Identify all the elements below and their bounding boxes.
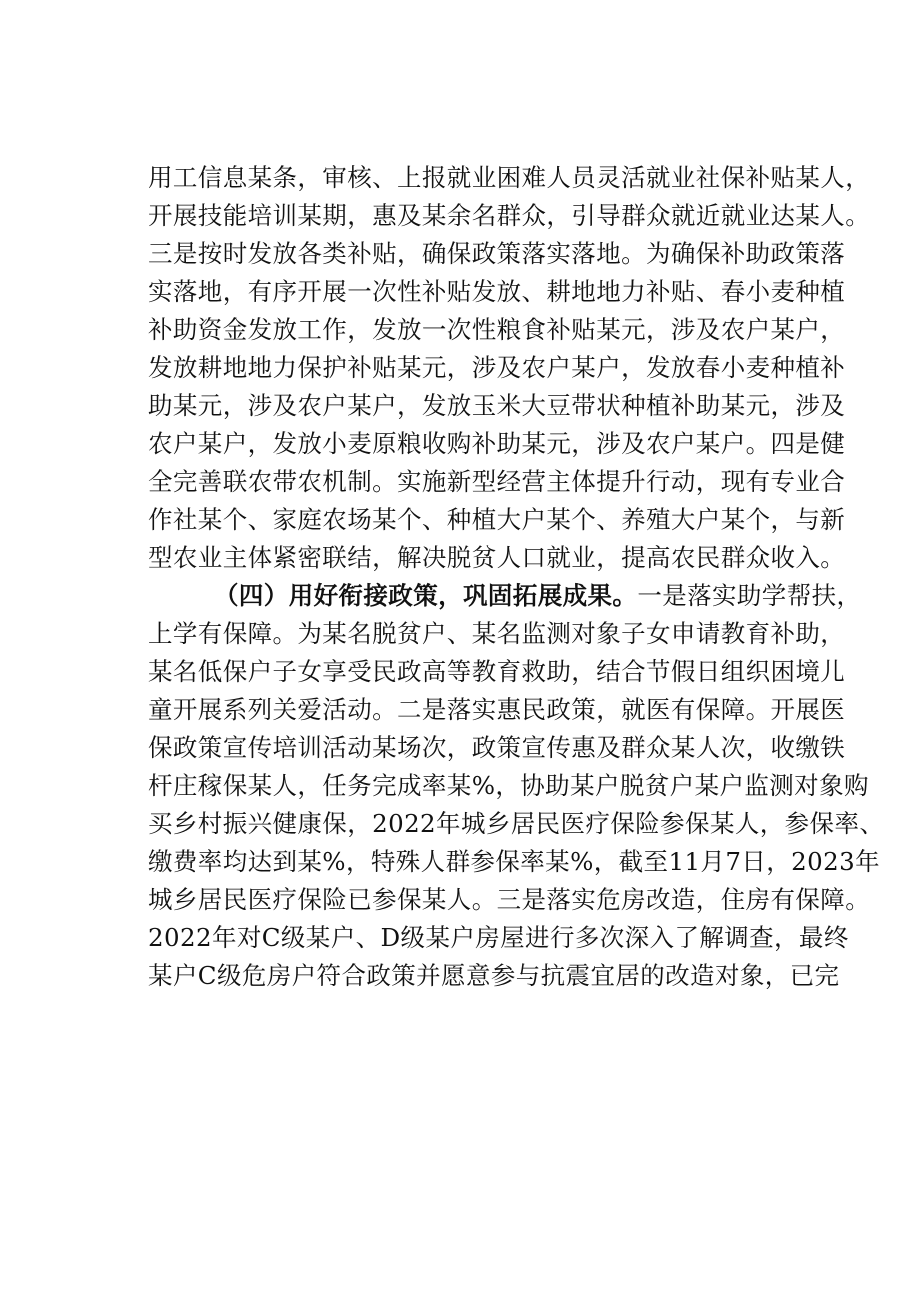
paragraph-line: 买乡村振兴健康保，2022年城乡居民医疗保险参保某人，参保率、	[148, 809, 885, 838]
paragraph-line: 缴费率均达到某%，特殊人群参保率某%，截至11月7日，2023年	[148, 847, 880, 876]
paragraph-line: 全完善联农带农机制。实施新型经营主体提升行动，现有专业合	[148, 467, 846, 496]
paragraph-line: 杆庄稼保某人，任务完成率某%，协助某户脱贫户某户监测对象购	[148, 771, 869, 800]
paragraph-line: 作社某个、家庭农场某个、种植大户某个、养殖大户某个，与新	[148, 505, 846, 534]
paragraph-line: 上学有保障。为某名脱贫户、某名监测对象子女申请教育补助，	[148, 619, 846, 648]
paragraph-line: 用工信息某条，审核、上报就业困难人员灵活就业社保补贴某人，	[148, 163, 871, 192]
paragraph-line: 某名低保户子女享受民政高等教育救助，结合节假日组织困境儿	[148, 657, 846, 686]
paragraph-line: 三是按时发放各类补贴，确保政策落实落地。为确保补助政策落	[148, 239, 846, 268]
paragraph-line: 助某元，涉及农户某户，发放玉米大豆带状种植补助某元，涉及	[148, 391, 846, 420]
paragraph-line: 保政策宣传培训活动某场次，政策宣传惠及群众某人次，收缴铁	[148, 733, 846, 762]
section-4-first-line-text: 一是落实助学帮扶，	[637, 581, 862, 610]
paragraph-line: 开展技能培训某期，惠及某余名群众，引导群众就近就业达某人。	[148, 201, 871, 230]
paragraph-line: 农户某户，发放小麦原粮收购补助某元，涉及农户某户。四是健	[148, 429, 846, 458]
paragraph-line: 某户C级危房户符合政策并愿意参与抗震宜居的改造对象，已完	[148, 961, 840, 990]
paragraph-line: 童开展系列关爱活动。二是落实惠民政策，就医有保障。开展医	[148, 695, 846, 724]
paragraph-line: 发放耕地地力保护补贴某元，涉及农户某户，发放春小麦种植补	[148, 353, 846, 382]
section-4-heading: （四）用好衔接政策，巩固拓展成果。	[214, 581, 638, 610]
paragraph-line: 型农业主体紧密联结，解决脱贫人口就业，提高农民群众收入。	[148, 543, 846, 572]
paragraph-line: 实落地，有序开展一次性补贴发放、耕地地力补贴、春小麦种植	[148, 277, 846, 306]
section-4-first-line	[214, 578, 862, 614]
paragraph-line: 2022年对C级某户、D级某户房屋进行多次深入了解调查，最终	[148, 923, 849, 952]
paragraph-line: 城乡居民医疗保险已参保某人。三是落实危房改造，住房有保障。	[148, 885, 871, 914]
paragraph-line: 补助资金发放工作，发放一次性粮食补贴某元，涉及农户某户，	[148, 315, 846, 344]
